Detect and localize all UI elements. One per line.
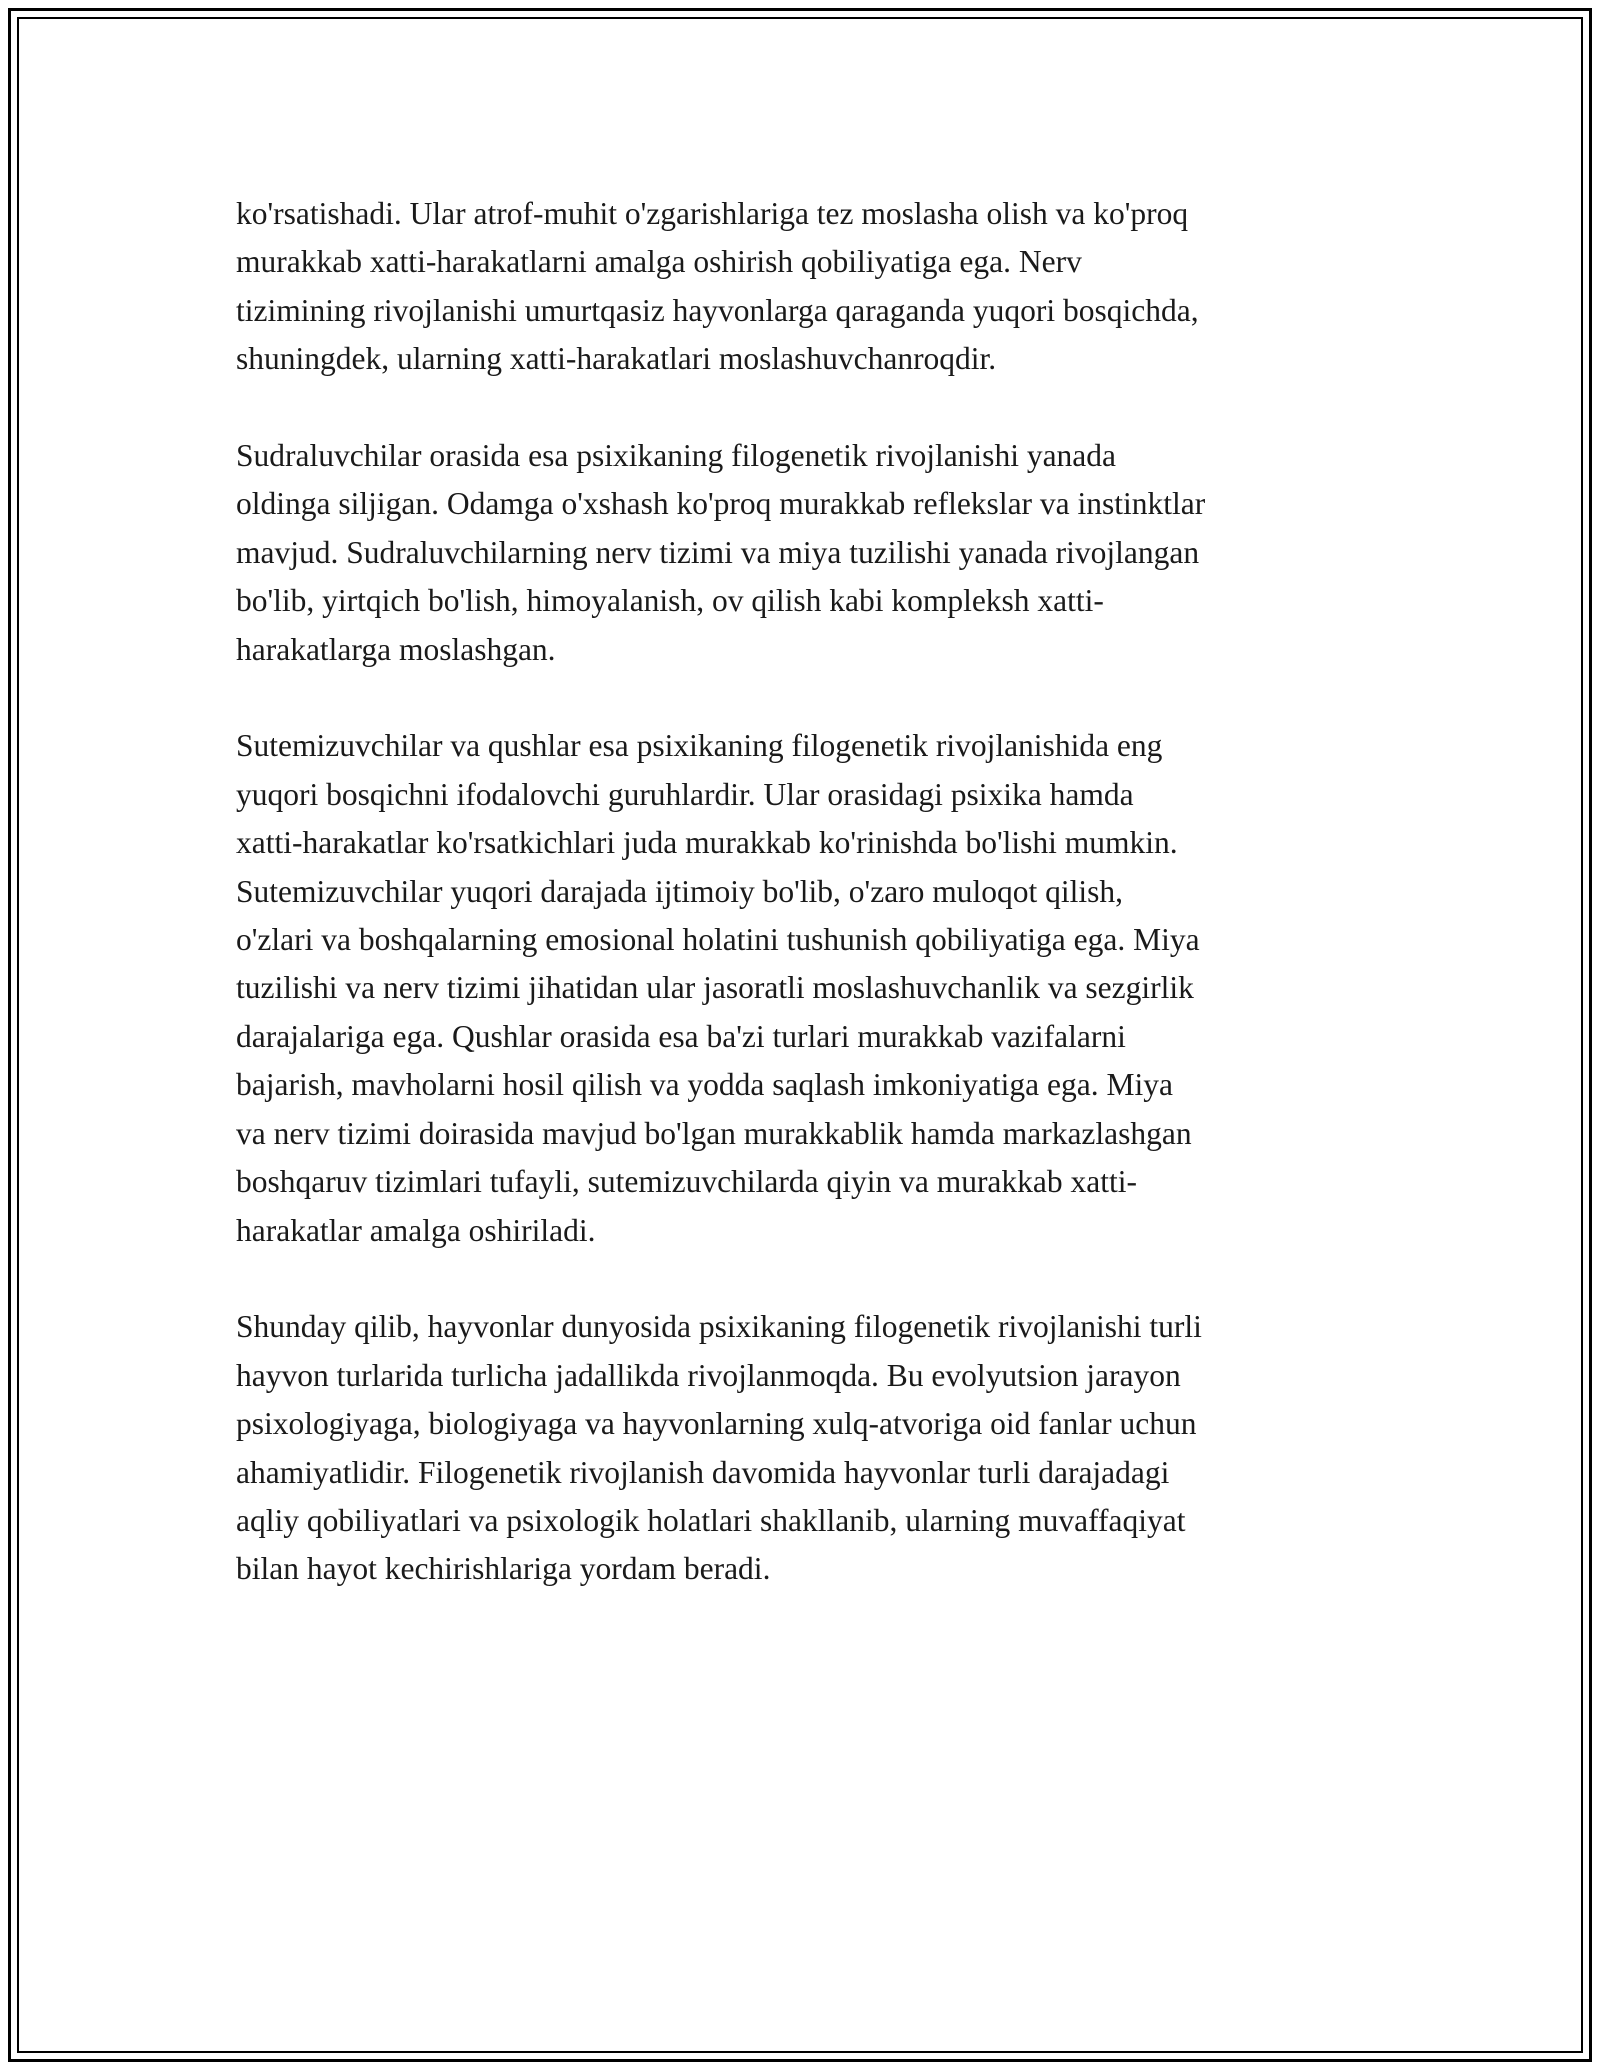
text-line: harakatlar amalga oshiriladi. [236,1212,596,1248]
text-line: ko'rsatishadi. Ular atrof-muhit o'zgarishlariga tez moslasha olish va ko'proq [236,196,1189,231]
paragraph-3 [236,722,1376,1254]
text-line: bajarish, mavholarni hosil qilish va yodda saqlash imkoniyatiga ega. Miya [236,1067,1173,1103]
text-line: psixologiyaga, biologiyaga va hayvonlarning xulq-atvoriga oid fanlar uchun [236,1406,1197,1442]
text-line: boshqaruv tizimlari tufayli, sutemizuvchilarda qiyin va murakkab xatti- [236,1164,1137,1200]
text-line: ahamiyatlidir. Filogenetik rivojlanish davomida hayvonlar turli darajadagi [236,1454,1170,1490]
text-line: hayvon turlarida turlicha jadallikda rivojlanmoqda. Bu evolyutsion jarayon [236,1357,1181,1393]
text-line: bo'lib, yirtqich bo'lish, himoyalanish, ov qilish kabi kompleksh xatti- [236,583,1104,619]
paragraph-4 [236,1303,1376,1593]
text-line: murakkab xatti-harakatlarni amalga oshirish qobiliyatiga ega. Nerv [236,244,1082,280]
text-line: va nerv tizimi doirasida mavjud bo'lgan murakkablik hamda markazlashgan [236,1115,1192,1151]
text-line: tizimining rivojlanishi umurtqasiz hayvonlarga qaraganda yuqori bosqichda, [236,292,1199,328]
paragraph-2 [236,432,1376,674]
text-line: Sutemizuvchilar yuqori darajada ijtimoiy bo'lib, o'zaro muloqot qilish, [236,873,1124,909]
text-line: xatti-harakatlar ko'rsatkichlari juda murakkab ko'rinishda bo'lishi mumkin. [236,825,1178,861]
text-line: harakatlarga moslashgan. [236,631,556,667]
text-line: Sudraluvchilar orasida esa psixikaning filogenetik rivojlanishi yanada [236,438,1117,474]
text-line: Sutemizuvchilar va qushlar esa psixikaning filogenetik rivojlanishida eng [236,728,1163,764]
text-line: aqliy qobiliyatlari va psixologik holatlari shakllanib, ularning muvaffaqiyat [236,1502,1186,1538]
text-line: yuqori bosqichni ifodalovchi guruhlardir. Ular orasidagi psixika hamda [236,776,1134,812]
text-line: tuzilishi va nerv tizimi jihatidan ular jasoratli moslashuvchanlik va sezgirlik [236,970,1194,1006]
text-line: o'zlari va boshqalarning emosional holatini tushunish qobiliyatiga ega. Miya [236,922,1200,958]
text-line: oldinga siljigan. Odamga o'xshash ko'proq murakkab reflekslar va instinktlar [236,486,1206,522]
document-body [236,190,1376,1594]
text-line: Shunday qilib, hayvonlar dunyosida psixikaning filogenetik rivojlanishi turli [236,1309,1202,1345]
text-line: mavjud. Sudraluvchilarning nerv tizimi va miya tuzilishi yanada rivojlangan [236,534,1200,570]
paragraph-1 [236,190,1376,384]
text-line: bilan hayot kechirishlariga yordam beradi. [236,1551,771,1587]
text-line: darajalariga ega. Qushlar orasida esa ba'zi turlari murakkab vazifalarni [236,1018,1126,1054]
text-line: shuningdek, ularning xatti-harakatlari moslashuvchanroqdir. [236,341,997,377]
